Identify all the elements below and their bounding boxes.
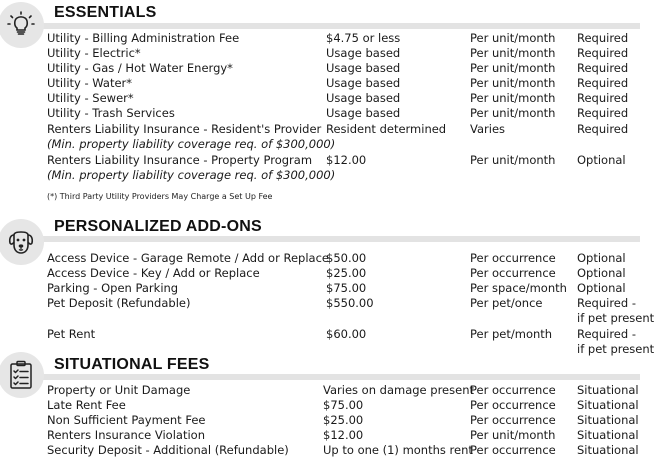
lightbulb-icon <box>0 2 44 48</box>
fee-frequency: Per space/month <box>470 281 567 295</box>
fee-status: Optional <box>577 266 626 280</box>
fee-frequency: Per pet/once <box>470 296 543 310</box>
fee-name: Utility - Billing Administration Fee <box>47 31 240 45</box>
fee-name: Utility - Gas / Hot Water Energy* <box>47 61 233 75</box>
fee-amount: Up to one (1) months rent <box>323 443 473 457</box>
fee-status: Required <box>577 46 629 60</box>
fee-frequency: Per unit/month <box>470 153 556 167</box>
fee-status: Optional <box>577 281 626 295</box>
fee-status: Required <box>577 91 629 105</box>
fee-status-line2: if pet present <box>577 342 654 356</box>
fee-amount: $25.00 <box>323 413 364 427</box>
fee-status: Required - <box>577 327 636 341</box>
fee-amount: $75.00 <box>326 281 367 295</box>
fee-status: Required <box>577 122 629 136</box>
fee-frequency: Per unit/month <box>470 428 556 442</box>
fee-amount: Resident determined <box>326 122 447 136</box>
fee-status: Required <box>577 61 629 75</box>
fee-subnote-text: (Min. property liability coverage req. of $300,000) <box>47 137 336 151</box>
section-title: SITUATIONAL FEES <box>54 356 210 373</box>
fee-amount: Varies on damage present <box>323 383 474 397</box>
fee-frequency: Varies <box>470 122 506 136</box>
fee-status: Optional <box>577 153 626 167</box>
fee-status: Required <box>577 76 629 90</box>
fee-status: Optional <box>577 251 626 265</box>
fee-frequency: Per occurrence <box>470 383 556 397</box>
fee-amount: $25.00 <box>326 266 367 280</box>
fee-frequency: Per pet/month <box>470 327 553 341</box>
fee-name: Utility - Trash Services <box>47 106 175 120</box>
fee-status: Required - <box>577 296 636 310</box>
fee-name: Renters Insurance Violation <box>47 428 205 442</box>
fee-amount: $12.00 <box>323 428 364 442</box>
fee-frequency: Per occurrence <box>470 266 556 280</box>
fee-status: Situational <box>577 413 639 427</box>
fee-status: Required <box>577 31 629 45</box>
fee-amount: $12.00 <box>326 153 367 167</box>
fee-amount: $50.00 <box>326 251 367 265</box>
fee-name: Pet Deposit (Refundable) <box>47 296 191 310</box>
fee-status-line2: if pet present <box>577 311 654 325</box>
fee-amount: Usage based <box>326 61 401 75</box>
fee-name: Access Device - Key / Add or Replace <box>47 266 260 280</box>
section-title: ESSENTIALS <box>54 4 157 21</box>
fee-name: Access Device - Garage Remote / Add or Replace <box>47 251 329 265</box>
fee-name: Utility - Electric* <box>47 46 141 60</box>
fee-amount: Usage based <box>326 76 401 90</box>
fee-frequency: Per unit/month <box>470 46 556 60</box>
fee-frequency: Per occurrence <box>470 398 556 412</box>
fee-frequency: Per unit/month <box>470 31 556 45</box>
fee-amount: $4.75 or less <box>326 31 401 45</box>
fee-name: Security Deposit - Additional (Refundable) <box>47 443 289 457</box>
fee-name: Late Rent Fee <box>47 398 126 412</box>
fee-frequency: Per occurrence <box>470 251 556 265</box>
fee-status: Situational <box>577 428 639 442</box>
fee-frequency: Per unit/month <box>470 106 556 120</box>
clipboard-checklist-icon <box>0 352 44 398</box>
fee-amount: $60.00 <box>326 327 367 341</box>
fee-name: Utility - Water* <box>47 76 133 90</box>
fee-frequency: Per occurrence <box>470 413 556 427</box>
fee-amount: $550.00 <box>326 296 374 310</box>
fee-name: Renters Liability Insurance - Resident's Provider <box>47 122 322 136</box>
fee-name: Renters Liability Insurance - Property Program <box>47 153 313 167</box>
footnote: (*) Third Party Utility Providers May Charge a Set Up Fee <box>47 192 273 201</box>
section-divider <box>40 374 640 380</box>
fee-subnote-text: (Min. property liability coverage req. of $300,000) <box>47 168 336 182</box>
fee-status: Situational <box>577 398 639 412</box>
fee-status: Required <box>577 106 629 120</box>
fee-frequency: Per unit/month <box>470 76 556 90</box>
fee-amount: $75.00 <box>323 398 364 412</box>
fee-name: Property or Unit Damage <box>47 383 191 397</box>
fee-name: Pet Rent <box>47 327 96 341</box>
fee-amount: Usage based <box>326 91 401 105</box>
section-title: PERSONALIZED ADD-ONS <box>54 218 262 235</box>
section-divider <box>40 236 640 242</box>
fee-name: Non Sufficient Payment Fee <box>47 413 206 427</box>
fee-amount: Usage based <box>326 46 401 60</box>
fee-status: Situational <box>577 443 639 457</box>
fee-name: Parking - Open Parking <box>47 281 179 295</box>
fee-name: Utility - Sewer* <box>47 91 134 105</box>
fee-frequency: Per occurrence <box>470 443 556 457</box>
fee-frequency: Per unit/month <box>470 61 556 75</box>
dog-icon <box>0 219 44 265</box>
fee-frequency: Per unit/month <box>470 91 556 105</box>
section-divider <box>40 23 640 29</box>
fee-amount: Usage based <box>326 106 401 120</box>
fee-status: Situational <box>577 383 639 397</box>
